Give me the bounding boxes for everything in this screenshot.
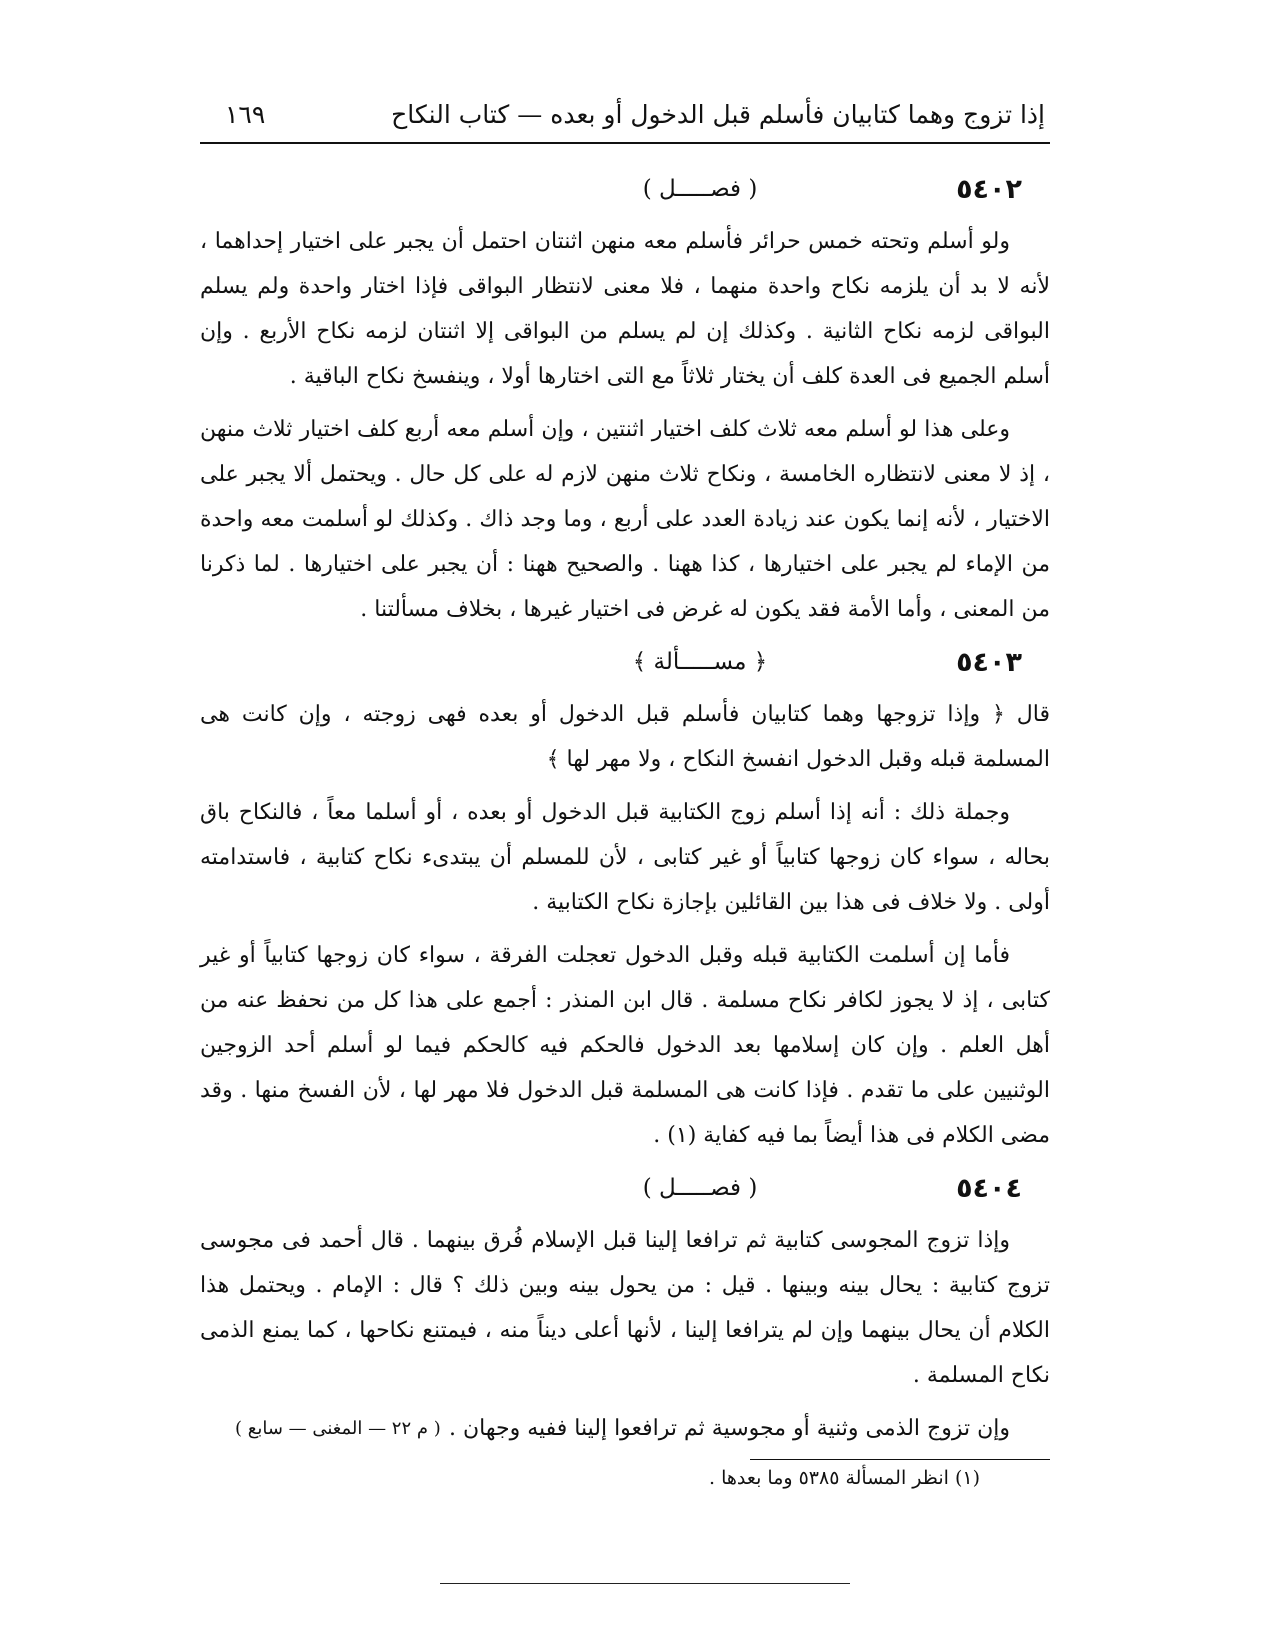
section-number: ٥٤٠٣ [956,647,1022,678]
section-heading [200,640,1050,690]
section-title: ( فصـــــل ) [642,1175,758,1201]
section-number: ٥٤٠٤ [956,1173,1022,1204]
footnote-rule [750,1459,1050,1460]
running-title: إذا تزوج وهما كتابيان فأسلم قبل الدخول أو بعده — كتاب النكاح [391,99,1045,129]
section-title: ﴿ مســـــألة ﴾ [632,649,768,675]
paragraph: وجملة ذلك : أنه إذا أسلم زوج الكتابية قبل الدخول أو بعده ، أو أسلما معاً ، فالنكاح باق بحاله ، سواء كان زوجها كتابياً أو غير كتابى ، لأن للمسلم أن يبتدىء نكاح كتابية ، فاستدامته أولى . ولا خلاف فى هذا بين القائلين بإجازة نكاح الكتابية . [200,800,1050,915]
paragraph: وعلى هذا لو أسلم معه ثلاث كلف اختيار اثنتين ، وإن أسلم معه أربع كلف اختيار ثلاث منهن ، إذ لا معنى لانتظاره الخامسة ، ونكاح ثلاث منهن لازم له على كل حال . ويحتمل ألا يجبر على الاختيار ، لأنه إنما يكون عند زيادة العدد على أربع ، وما وجد ذاك . وكذلك لو أسلمت معه واحدة من الإماء لم يجبر على اختيارها ، كذا ههنا . والصحيح ههنا : أن يجبر على اختيارها . لما ذكرنا من المعنى ، وأما الأمة فقد يكون له غرض فى اختيار غيرها ، بخلاف مسألتنا . [200,417,1050,622]
paragraph: ولو أسلم وتحته خمس حرائر فأسلم معه منهن اثنتان احتمل أن يجبر على اختيار إحداهما ، لأنه لا بد أن يلزمه نكاح واحدة منهما ، فلا معنى لانتظار البواقى فإذا اختار واحدة ولم يسلم البواقى لزمه نكاح الثانية . وكذلك إن لم يسلم من البواقى إلا اثنتان لزمه نكاح الأربع . وإن أسلم الجميع فى العدة كلف أن يختار ثلاثاً مع التى اختارها أولا ، وينفسخ نكاح الباقية . [200,229,1050,389]
header-rule [200,142,1050,144]
section-title: ( فصـــــل ) [642,176,758,202]
paragraph: قال ﴿ وإذا تزوجها وهما كتابيان فأسلم قبل الدخول أو بعده فهى زوجته ، وإن كانت هى المسلمة قبله وقبل الدخول انفسخ النكاح ، ولا مهر لها ﴾ [200,702,1050,772]
printer-signature: ( م ٢٢ — المغنى — سابع ) [235,1418,441,1439]
paragraph: وإن تزوج الذمى وثنية أو مجوسية ثم ترافعوا إلينا ففيه وجهان . [449,1416,1010,1441]
page-header [225,94,1045,134]
paragraph: فأما إن أسلمت الكتابية قبله وقبل الدخول تعجلت الفرقة ، سواء كان زوجها كتابياً أو غير كتابى ، إذ لا يجوز لكافر نكاح مسلمة . قال ابن المنذر : أجمع على هذا كل من نحفظ عنه من أهل العلم . وإن كان إسلامها بعد الدخول فالحكم فيه كالحكم فيما لو أسلم أحد الزوجين الوثنيين على ما تقدم . فإذا كانت هى المسلمة قبل الدخول فلا مهر لها ، لأن الفسخ منها . وقد مضى الكلام فى هذا أيضاً بما فيه كفاية (١) . [200,943,1050,1148]
bottom-rule [440,1583,850,1584]
section-heading [200,167,1050,217]
page-number: ١٦٩ [225,99,266,129]
page-body [200,165,1050,1492]
section-number: ٥٤٠٢ [956,174,1022,205]
footnote: (١) انظر المسألة ٥٣٨٥ وما بعدها . [709,1467,980,1489]
paragraph: وإذا تزوج المجوسى كتابية ثم ترافعا إلينا قبل الإسلام فُرق بينهما . قال أحمد فى مجوسى تزوج كتابية : يحال بينه وبينها . قيل : من يحول بينه وبين ذلك ؟ قال : الإمام . ويحتمل هذا الكلام أن يحال بينهما وإن لم يترافعا إلينا ، لأنها أعلى ديناً منه ، فيمتنع نكاحها ، كما يمنع الذمى نكاح المسلمة . [200,1228,1050,1388]
section-heading [200,1166,1050,1216]
